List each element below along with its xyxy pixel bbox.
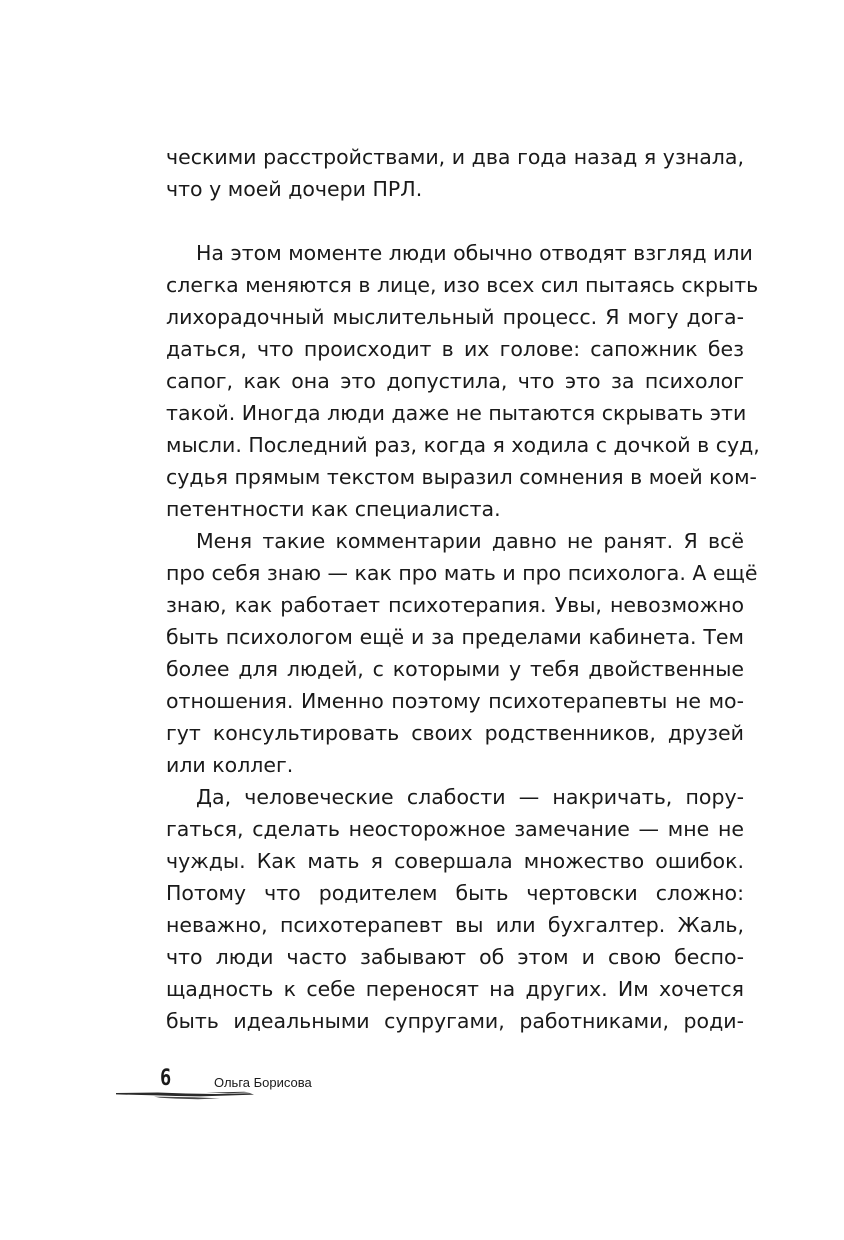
paragraph-first-line: Да, человеческие слабости — накричать, пору- — [196, 785, 744, 809]
text-line: слегка меняются в лице, изо всех сил пытаясь скрыть — [166, 273, 759, 297]
text-line: гаться, сделать неосторожное замечание — мне не — [166, 817, 744, 841]
page-number: 6 — [160, 1066, 172, 1091]
body-text — [166, 141, 760, 1037]
text-line: мысли. Последний раз, когда я ходила с дочкой в суд, — [166, 433, 760, 457]
text-line: судья прямым текстом выразил сомнения в моей ком- — [166, 465, 757, 489]
text-line: быть идеальными супругами, работниками, роди- — [166, 1009, 744, 1033]
paragraph-first-line: Меня такие комментарии давно не ранят. Я всё — [196, 529, 744, 553]
page-footer — [116, 1066, 376, 1106]
paragraph-gap — [166, 205, 744, 237]
text-line: такой. Иногда люди даже не пытаются скрывать эти — [166, 401, 747, 425]
text-line: чужды. Как мать я совершала множество ошибок. — [166, 849, 744, 873]
text-line: что у моей дочери ПРЛ. — [166, 177, 423, 201]
paragraph-first-line: На этом моменте люди обычно отводят взгляд или — [196, 241, 753, 265]
brush-stroke-icon — [116, 1088, 256, 1102]
text-line: неважно, психотерапевт вы или бухгалтер. Жаль, — [166, 913, 744, 937]
text-line: сапог, как она это допустила, что это за психолог — [166, 369, 744, 393]
text-line: гут консультировать своих родственников, друзей — [166, 721, 744, 745]
text-line: ческими расстройствами, и два года назад я узнала, — [166, 145, 744, 169]
text-line: петентности как специалиста. — [166, 497, 501, 521]
text-line: знаю, как работает психотерапия. Увы, невозможно — [166, 593, 744, 617]
author-name: Ольга Борисова — [214, 1075, 312, 1090]
text-line: что люди часто забывают об этом и свою беспо- — [166, 945, 744, 969]
text-line: или коллег. — [166, 753, 294, 777]
text-line: более для людей, с которыми у тебя двойственные — [166, 657, 744, 681]
text-line: даться, что происходит в их голове: сапожник без — [166, 337, 744, 361]
text-line: лихорадочный мыслительный процесс. Я могу дога- — [166, 305, 744, 329]
text-line: про себя знаю — как про мать и про психолога. А ещё — [166, 561, 758, 585]
text-line: быть психологом ещё и за пределами кабинета. Тем — [166, 625, 744, 649]
text-line: Потому что родителем быть чертовски сложно: — [166, 881, 744, 905]
text-line: щадность к себе переносят на других. Им хочется — [166, 977, 744, 1001]
text-line: отношения. Именно поэтому психотерапевты не мо- — [166, 689, 744, 713]
